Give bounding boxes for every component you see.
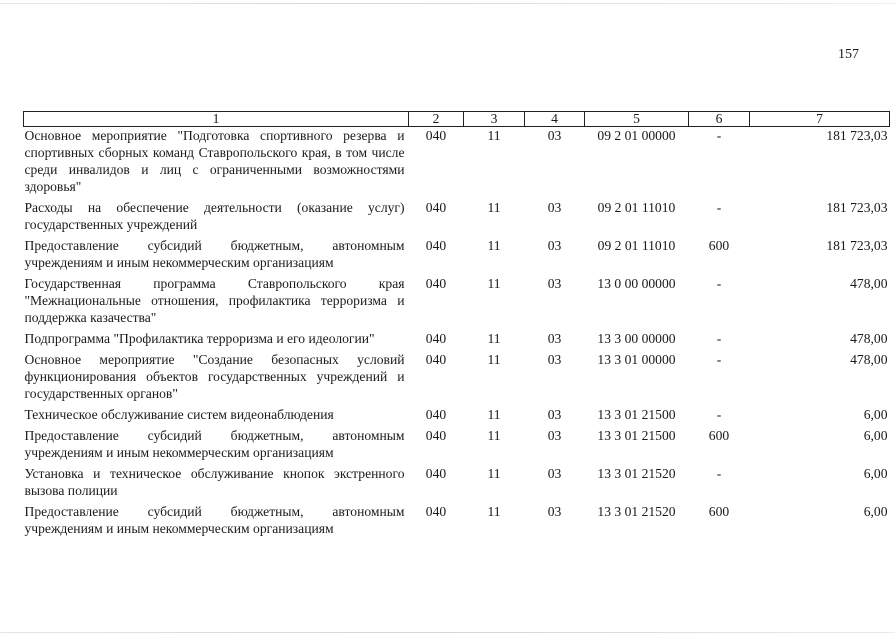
row-col-6-cell: - xyxy=(716,352,722,367)
row-col-3-cell: 11 xyxy=(487,466,501,481)
row-col-4-cell: 03 xyxy=(547,428,562,443)
row-col-2-cell: 040 xyxy=(425,331,447,346)
row-name-cell: Предоставление субсидий бюджетным, автономным учреждениям и иным некоммерческим организациям xyxy=(24,238,405,270)
row-col-4-cell: 03 xyxy=(547,128,562,143)
row-col-2-cell: 040 xyxy=(425,128,447,143)
row-col-7-cell: 6,00 xyxy=(863,504,888,519)
header-col-7: 7 xyxy=(750,112,890,127)
row-col-2-cell: 040 xyxy=(425,276,447,291)
row-name-cell: Установка и техническое обслуживание кнопок экстренного вызова полиции xyxy=(24,466,405,498)
table-row xyxy=(24,330,890,351)
row-col-6-cell: - xyxy=(716,466,722,481)
row-col-3-cell: 11 xyxy=(487,504,501,519)
row-col-6-cell: 600 xyxy=(708,504,730,519)
row-col-2-cell: 040 xyxy=(425,407,447,422)
row-col-7-cell: 181 723,03 xyxy=(826,200,888,215)
row-name-cell: Расходы на обеспечение деятельности (оказание услуг) государственных учреждений xyxy=(24,200,405,232)
row-col-7-cell: 478,00 xyxy=(850,276,888,291)
header-col-3: 3 xyxy=(464,112,525,127)
row-col-2-cell: 040 xyxy=(425,504,447,519)
row-col-3-cell: 11 xyxy=(487,128,501,143)
header-col-6: 6 xyxy=(689,112,750,127)
header-col-2: 2 xyxy=(409,112,464,127)
scan-edge-bottom xyxy=(0,632,895,633)
row-name-cell: Предоставление субсидий бюджетным, автономным учреждениям и иным некоммерческим организациям xyxy=(24,428,405,460)
row-col-6-cell: - xyxy=(716,331,722,346)
row-col-5-cell: 13 3 00 00000 xyxy=(597,331,676,346)
row-col-7-cell: 181 723,03 xyxy=(826,238,888,253)
header-col-4: 4 xyxy=(525,112,585,127)
row-col-5-cell: 13 3 01 21520 xyxy=(597,466,676,481)
row-col-4-cell: 03 xyxy=(547,238,562,253)
table-row xyxy=(24,275,890,330)
row-name-cell: Техническое обслуживание систем видеонаблюдения xyxy=(24,407,334,422)
table-row xyxy=(24,427,890,465)
row-name-cell: Государственная программа Ставропольского края "Межнациональные отношения, профилактика терроризма и поддержка казачества" xyxy=(24,276,405,325)
row-col-5-cell: 13 0 00 00000 xyxy=(597,276,676,291)
row-col-3-cell: 11 xyxy=(487,276,501,291)
row-col-5-cell: 09 2 01 00000 xyxy=(597,128,676,143)
row-col-7-cell: 6,00 xyxy=(863,428,888,443)
table-row xyxy=(24,503,890,541)
row-col-2-cell: 040 xyxy=(425,428,447,443)
row-col-7-cell: 478,00 xyxy=(850,352,888,367)
table-row xyxy=(24,237,890,275)
row-col-5-cell: 09 2 01 11010 xyxy=(597,238,676,253)
row-col-2-cell: 040 xyxy=(425,352,447,367)
row-col-6-cell: 600 xyxy=(708,238,730,253)
row-col-4-cell: 03 xyxy=(547,466,562,481)
row-col-6-cell: 600 xyxy=(708,428,730,443)
table-row xyxy=(24,465,890,503)
row-col-6-cell: - xyxy=(716,128,722,143)
row-name-cell: Предоставление субсидий бюджетным, автономным учреждениям и иным некоммерческим организациям xyxy=(24,504,405,536)
row-col-3-cell: 11 xyxy=(487,331,501,346)
table-row xyxy=(24,406,890,427)
row-col-4-cell: 03 xyxy=(547,331,562,346)
row-name-cell: Подпрограмма "Профилактика терроризма и его идеологии" xyxy=(24,331,375,346)
page-number: 157 xyxy=(838,47,859,62)
row-name-cell: Основное мероприятие "Подготовка спортивного резерва и спортивных сборных команд Ставропольского края, в том числе среди инвалидов и лиц с ограниченными возможностями здоровья" xyxy=(24,128,405,194)
header-col-1: 1 xyxy=(24,112,409,127)
row-col-2-cell: 040 xyxy=(425,238,447,253)
row-col-5-cell: 13 3 01 21500 xyxy=(597,407,676,422)
row-col-4-cell: 03 xyxy=(547,200,562,215)
budget-table xyxy=(23,111,890,541)
row-col-4-cell: 03 xyxy=(547,352,562,367)
row-name-cell: Основное мероприятие "Создание безопасных условий функционирования объектов государственных учреждений и государственных органов" xyxy=(24,352,405,401)
row-col-3-cell: 11 xyxy=(487,352,501,367)
table-row xyxy=(24,127,890,200)
row-col-2-cell: 040 xyxy=(425,200,447,215)
row-col-7-cell: 181 723,03 xyxy=(826,128,888,143)
table-row xyxy=(24,199,890,237)
table-row xyxy=(24,351,890,406)
row-col-6-cell: - xyxy=(716,200,722,215)
row-col-4-cell: 03 xyxy=(547,407,562,422)
row-col-7-cell: 6,00 xyxy=(863,466,888,481)
row-col-4-cell: 03 xyxy=(547,276,562,291)
row-col-4-cell: 03 xyxy=(547,504,562,519)
row-col-5-cell: 13 3 01 21500 xyxy=(597,428,676,443)
row-col-6-cell: - xyxy=(716,407,722,422)
row-col-5-cell: 13 3 01 00000 xyxy=(597,352,676,367)
row-col-7-cell: 478,00 xyxy=(850,331,888,346)
scan-edge-top xyxy=(0,3,895,4)
row-col-2-cell: 040 xyxy=(425,466,447,481)
row-col-6-cell: - xyxy=(716,276,722,291)
row-col-5-cell: 09 2 01 11010 xyxy=(597,200,676,215)
row-col-3-cell: 11 xyxy=(487,238,501,253)
header-col-5: 5 xyxy=(585,112,689,127)
table-body xyxy=(24,127,890,542)
row-col-5-cell: 13 3 01 21520 xyxy=(597,504,676,519)
table-header-row xyxy=(24,112,890,127)
row-col-3-cell: 11 xyxy=(487,407,501,422)
row-col-7-cell: 6,00 xyxy=(863,407,888,422)
row-col-3-cell: 11 xyxy=(487,200,501,215)
row-col-3-cell: 11 xyxy=(487,428,501,443)
